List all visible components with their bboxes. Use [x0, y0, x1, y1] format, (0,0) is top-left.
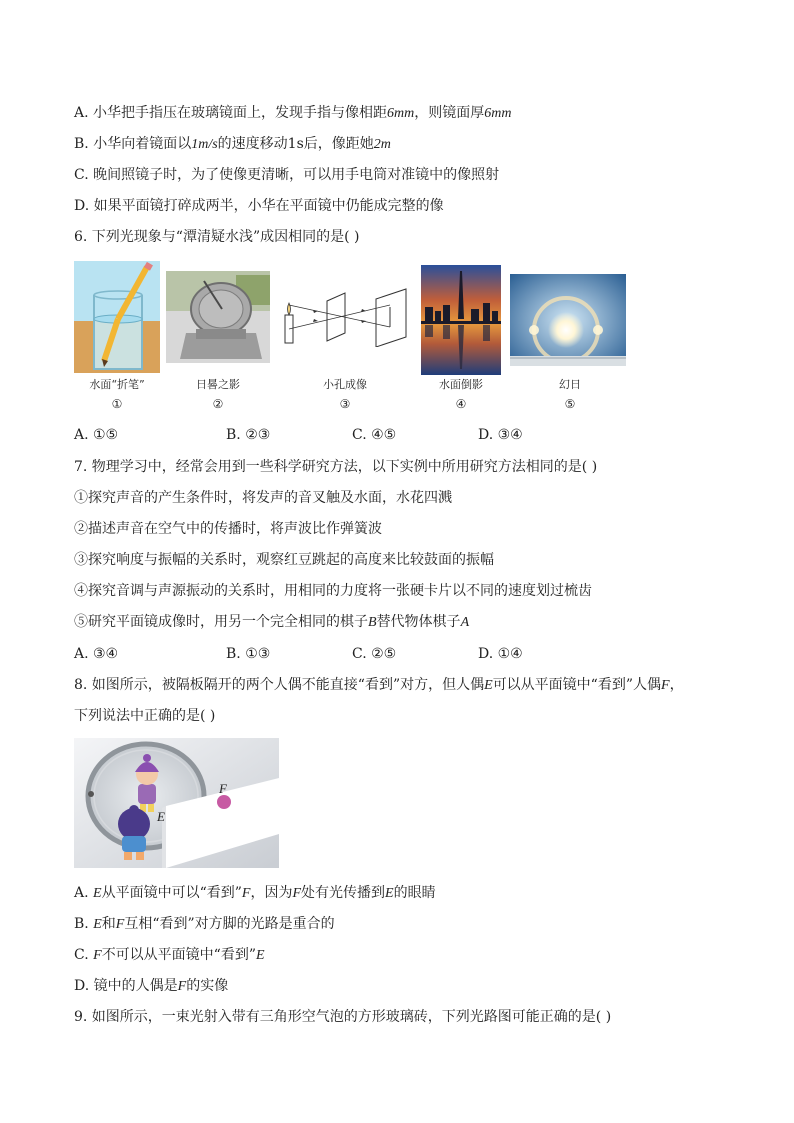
figure-number-3: ③: [339, 397, 351, 411]
q8-option-d: D. 镜中的人偶是F的实像: [74, 978, 229, 994]
q7-option-a: A. ③④: [74, 646, 119, 662]
q7-option-c: C. ②⑤: [352, 646, 397, 662]
figure-pencil-in-water: [74, 261, 160, 373]
figure-water-reflection: [421, 265, 501, 375]
q6-option-b: B. ②③: [226, 427, 271, 443]
q7-stem: 7. 物理学习中，经常会用到一些科学研究方法，以下实例中所用研究方法相同的是( ): [74, 459, 598, 475]
q9-stem: 9. 如图所示，一束光射入带有三角形空气泡的方形玻璃砖，下列光路图可能正确的是( ): [74, 1009, 612, 1025]
figure-number-5: ⑤: [564, 397, 576, 411]
q5-option-c: C. 晚间照镜子时，为了使像更清晰，可以用手电筒对准镜中的像照射: [74, 167, 500, 183]
q7-item-1: ①探究声音的产生条件时，将发声的音叉触及水面，水花四溅: [74, 490, 452, 506]
q7-item-4: ④探究音调与声源振动的关系时，用相同的力度将一张硬卡片以不同的速度划过梳齿: [74, 583, 592, 599]
figure-number-2: ②: [212, 397, 224, 411]
figure-number-1: ①: [111, 397, 123, 411]
q7-item-5: ⑤研究平面镜成像时，用另一个完全相同的棋子B替代物体棋子A: [74, 614, 470, 630]
q7-item-3: ③探究响度与振幅的关系时，观察红豆跳起的高度来比较鼓面的振幅: [74, 552, 494, 568]
q6-option-a: A. ①⑤: [74, 427, 119, 443]
caption-4: 水面倒影: [439, 378, 483, 391]
q5-option-d: D. 如果平面镜打碎成两半，小华在平面镜中仍能成完整的像: [74, 198, 444, 214]
figure-mirror-dolls: [74, 738, 279, 868]
label-e: E: [157, 809, 165, 824]
q6-option-d: D. ③④: [478, 427, 523, 443]
q8-stem-line-2: 下列说法中正确的是( ): [74, 708, 216, 724]
caption-5: 幻日: [559, 378, 581, 391]
figure-number-4: ④: [455, 397, 467, 411]
q5-option-a: A. 小华把手指压在玻璃镜面上，发现手指与像相距6mm，则镜面厚6mm: [74, 105, 512, 121]
figure-sun-halo: [510, 274, 626, 366]
q7-item-2: ②描述声音在空气中的传播时，将声波比作弹簧波: [74, 521, 382, 537]
q7-option-d: D. ①④: [478, 646, 523, 662]
q6-stem: 6. 下列光现象与“潭清疑水浅”成因相同的是( ): [74, 229, 360, 245]
q8-stem-line-1: 8. 如图所示，被隔板隔开的两个人偶不能直接“看到”对方，但人偶E可以从平面镜中“看到”人偶F，: [74, 677, 684, 693]
caption-2: 日晷之影: [196, 378, 240, 391]
caption-3: 小孔成像: [323, 378, 367, 391]
q6-option-c: C. ④⑤: [352, 427, 397, 443]
caption-1: 水面“折笔”: [89, 378, 145, 391]
label-f: F: [219, 781, 227, 796]
figure-pinhole-imaging: [282, 287, 412, 347]
q5-option-b: B. 小华向着镜面以1m/s的速度移动1s后，像距她2m: [74, 136, 391, 152]
q8-option-c: C. F不可以从平面镜中“看到”E: [74, 947, 265, 963]
q8-option-a: A. E从平面镜中可以“看到”F，因为F处有光传播到E的眼睛: [74, 885, 436, 901]
q8-option-b: B. E和F互相“看到”对方脚的光路是重合的: [74, 916, 335, 932]
q7-option-b: B. ①③: [226, 646, 271, 662]
figure-sundial: [166, 271, 270, 363]
